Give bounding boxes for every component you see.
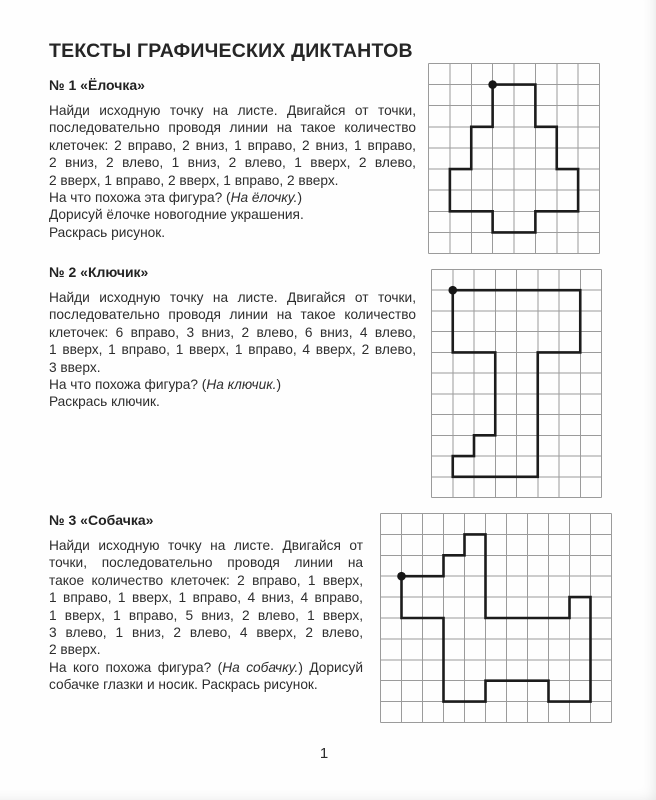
start-dot: [488, 80, 497, 89]
instructions-paragraph-2: [49, 289, 416, 376]
text-line: 3 вверх.: [49, 359, 101, 375]
question-line-1: [49, 189, 416, 206]
text-line: Найди исходную точку на листе. Двигайся от точки,: [49, 103, 416, 118]
answer-italic: На ёлочку.: [230, 190, 298, 206]
page-title: ТЕКСТЫ ГРАФИЧЕСКИХ ДИКТАНТОВ: [49, 40, 413, 62]
text-line: точки, последовательно проводя линии на: [49, 555, 363, 571]
text-line: 2 вниз, 2 влево, 1 вниз, 2 влево, 1 вверх, 2 влево,: [49, 155, 416, 171]
question-line-3: [49, 659, 363, 694]
instructions-paragraph-3: [49, 537, 363, 659]
question-prefix: На что похожа фигура? (: [49, 377, 207, 393]
text-line: Найди исходную точку на листе. Двигайся от: [49, 538, 363, 553]
grid-svg: [428, 63, 600, 254]
section-elochka: [49, 77, 416, 241]
text-line: Найди исходную точку на листе. Двигайся от точки,: [49, 290, 416, 305]
dictation-figure: [402, 534, 591, 701]
grid-svg: [380, 513, 612, 723]
start-dot: [448, 286, 457, 295]
grid-svg: [431, 269, 602, 498]
text-line: 1 вверх, 1 вправо, 1 вверх, 1 вправо, 4 вверх, 2 влево,: [49, 342, 416, 358]
grid-diagram-sobachka: [380, 513, 612, 723]
text-line: 3 влево, 1 вниз, 2 влево, 4 вверх, 2 влево,: [49, 625, 363, 641]
text-line: последовательно проводя линии на такое количество: [49, 307, 416, 323]
question-suffix: ): [297, 190, 303, 206]
section-heading-1: № 1 «Ёлочка»: [49, 77, 145, 93]
task-line: Дорисуй ёлочке новогодние украшения.: [49, 207, 304, 223]
question-suffix: ) Дорисуй собачке глазки и носик. Раскрась рисунок.: [49, 659, 363, 693]
task-line: Раскрась рисунок.: [49, 224, 166, 240]
section-heading-3: № 3 «Собачка»: [49, 512, 154, 528]
text-line: такое количество клеточек: 2 вправо, 1 вверх,: [49, 572, 363, 588]
text-line: клеточек: 6 вправо, 3 вниз, 2 влево, 6 вниз, 4 влево,: [49, 324, 416, 340]
answer-italic: На собачку.: [222, 659, 299, 675]
grid-diagram-elochka: [428, 63, 600, 254]
answer-italic: На ключик.: [206, 377, 277, 393]
section-sobachka: [49, 512, 363, 694]
question-prefix: На что похожа эта фигура? (: [49, 190, 231, 206]
task-line: Раскрась ключик.: [49, 394, 160, 410]
section-klyuchik: [49, 264, 416, 411]
instructions-paragraph-1: [49, 102, 416, 189]
text-line: клеточек: 2 вправо, 2 вниз, 1 вправо, 2 вниз, 1 вправо,: [49, 137, 416, 153]
question-suffix: ): [276, 377, 282, 393]
grid-diagram-klyuchik: [431, 269, 602, 498]
question-line-2: [49, 376, 416, 393]
start-dot: [397, 572, 406, 581]
text-line: 2 вверх, 1 вправо, 2 вверх, 1 вправо, 2 вверх.: [49, 172, 339, 188]
section-heading-2: № 2 «Ключик»: [49, 264, 149, 280]
text-line: 1 вверх, 1 вправо, 5 вниз, 2 влево, 1 вверх,: [49, 607, 363, 623]
text-line: 2 вверх.: [49, 642, 101, 658]
page-number: 1: [319, 745, 329, 762]
text-line: 1 вправо, 1 вверх, 1 вправо, 4 вниз, 4 вправо,: [49, 590, 363, 606]
text-line: последовательно проводя линии на такое количество: [49, 120, 416, 136]
question-prefix: На кого похожа фигура? (: [49, 659, 223, 675]
